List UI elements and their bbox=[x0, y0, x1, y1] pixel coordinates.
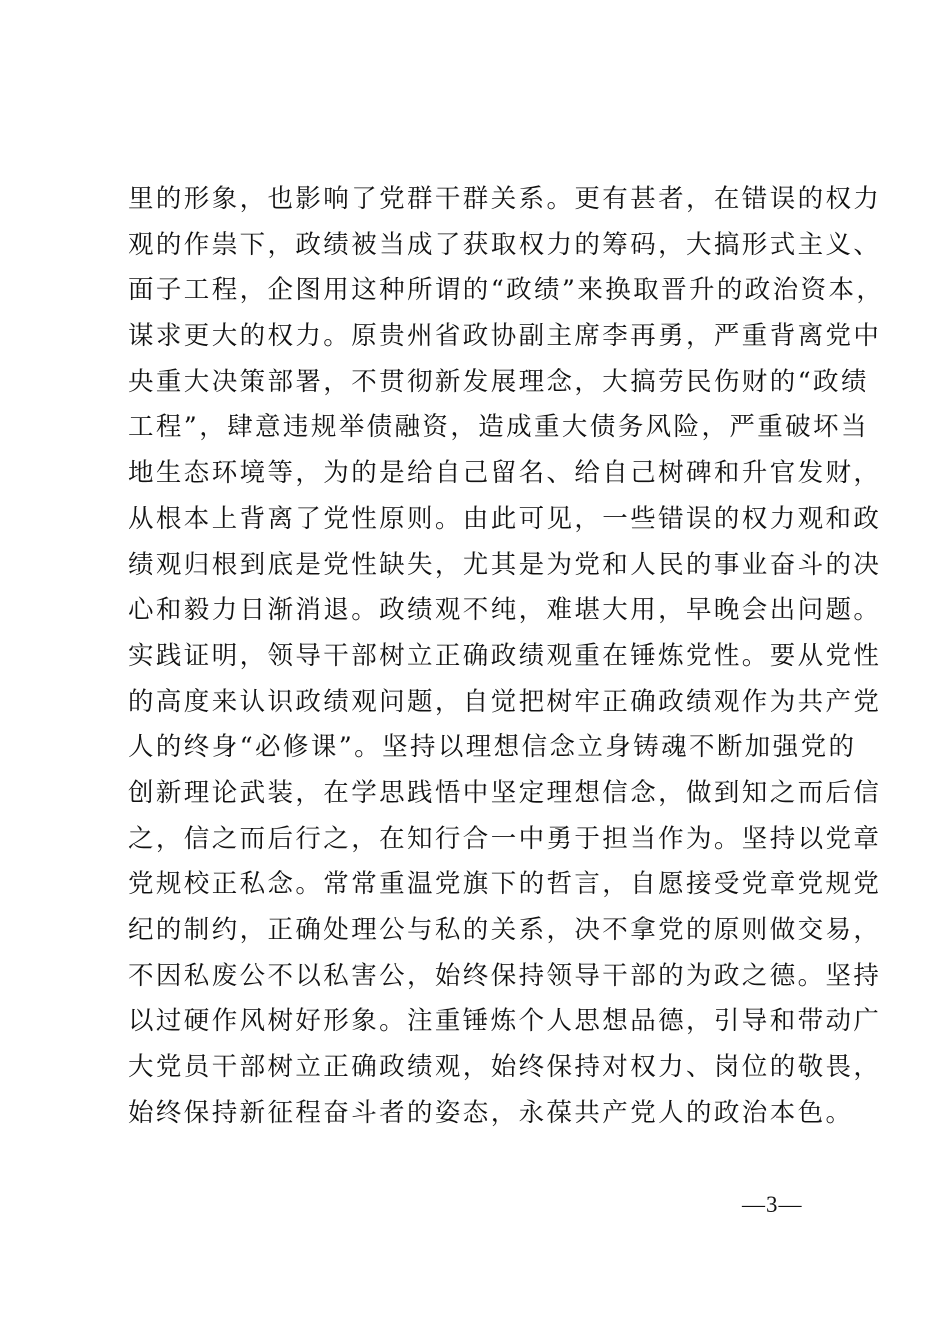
text-line: 纪的制约，正确处理公与私的关系，决不拿党的原则做交易， bbox=[128, 915, 882, 945]
text-line: 央重大决策部署，不贯彻新发展理念，大搞劳民伤财的“政绩 bbox=[128, 366, 869, 397]
text-line: 地生态环境等，为的是给自己留名、给自己树碑和升官发财， bbox=[128, 458, 882, 489]
page-number: —3— bbox=[742, 1192, 803, 1217]
text-line: 之，信之而后行之，在知行合一中勇于担当作为。坚持以党章 bbox=[128, 823, 882, 854]
text-line: 党规校正私念。常常重温党旗下的哲言，自愿接受党章党规党 bbox=[128, 869, 882, 900]
text-line: 大党员干部树立正确政绩观，始终保持对权力、岗位的敬畏， bbox=[128, 1052, 882, 1083]
text-line: 的高度来认识政绩观问题，自觉把树牢正确政绩观作为共产党 bbox=[128, 686, 882, 717]
text-line: 创新理论武装，在学思践悟中坚定理想信念，做到知之而后信 bbox=[128, 777, 882, 808]
text-line: 绩观归根到底是党性缺失，尤其是为党和人民的事业奋斗的决 bbox=[128, 549, 882, 580]
text-line: 以过硬作风树好形象。注重锤炼个人思想品德，引导和带动广 bbox=[128, 1006, 882, 1037]
body-text bbox=[128, 184, 885, 1143]
text-line: 观的作祟下，政绩被当成了获取权力的筹码，大搞形式主义、 bbox=[128, 229, 882, 260]
text-line: 实践证明，领导干部树立正确政绩观重在锤炼党性。要从党性 bbox=[128, 640, 882, 671]
text-line: 心和毅力日渐消退。政绩观不纯，难堪大用，早晚会出问题。 bbox=[128, 595, 882, 626]
text-line: 从根本上背离了党性原则。由此可见，一些错误的权力观和政 bbox=[128, 503, 882, 534]
text-line: 里的形象，也影响了党群干群关系。更有甚者，在错误的权力 bbox=[128, 184, 882, 214]
text-line: 谋求更大的权力。原贵州省政协副主席李再勇，严重背离党中 bbox=[128, 321, 882, 352]
text-line: 不因私废公不以私害公，始终保持领导干部的为政之德。坚持 bbox=[128, 960, 882, 991]
text-line: 工程”，肆意违规举债融资，造成重大债务风险，严重破坏当 bbox=[128, 412, 869, 443]
text-line: 人的终身“必修课”。坚持以理想信念立身铸魂不断加强党的 bbox=[128, 732, 857, 763]
text-line: 面子工程，企图用这种所谓的“政绩”来换取晋升的政治资本， bbox=[128, 275, 885, 306]
text-line: 始终保持新征程奋斗者的姿态，永葆共产党人的政治本色。 bbox=[128, 1097, 854, 1128]
